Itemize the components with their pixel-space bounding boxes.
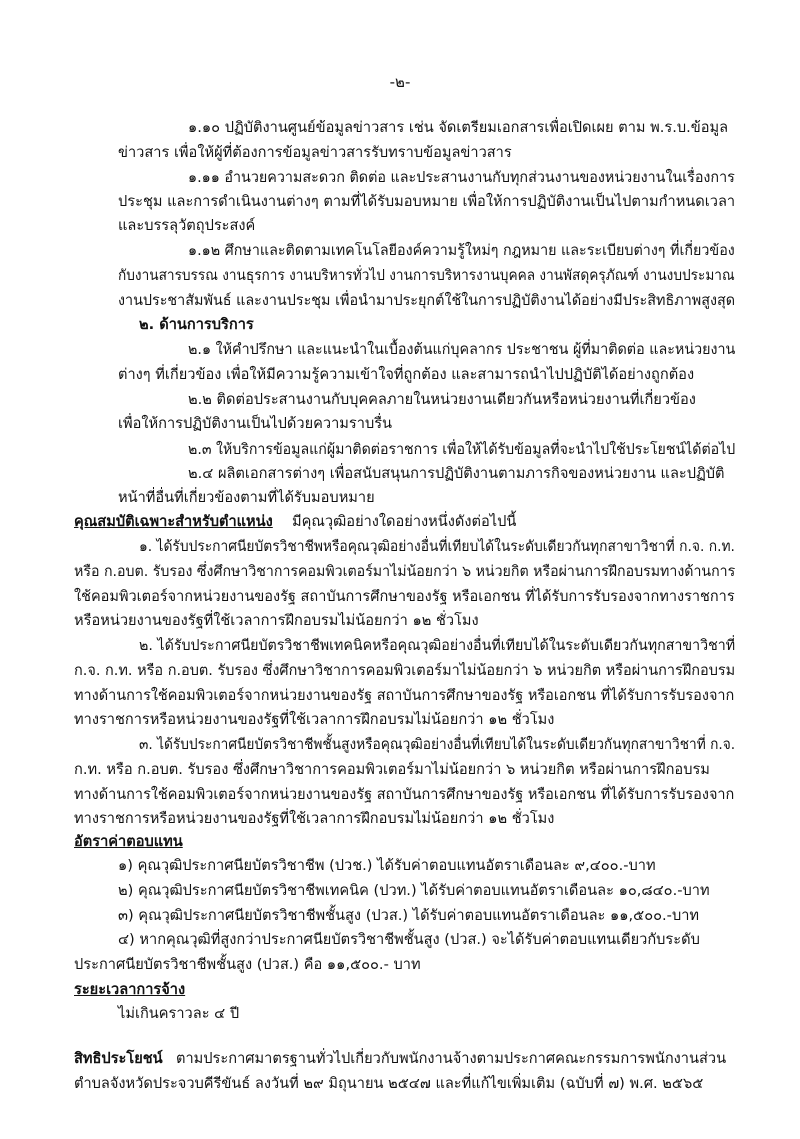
text-line: ทางด้านการใช้คอมพิวเตอร์จากหน่วยงานของรัฐ สถาบันการศึกษาของรัฐ หรือเอกชน ที่ได้รับการรับรองจาก (74, 687, 735, 704)
employment-period-heading: ระยะเวลาการจ้าง (74, 981, 186, 998)
text-line: ประชุม และการดำเนินงานต่างๆ ตามที่ได้รับมอบหมาย เพื่อให้การปฏิบัติงานเป็นไปตามกำหนดเวลา (118, 193, 736, 210)
text-line: ทางราชการหรือหน่วยงานของรัฐที่ใช้เวลาการฝึกอบรมไม่น้อยกว่า ๑๒ ชั่วโมง (74, 711, 555, 728)
text-line: ประกาศนียบัตรวิชาชีพชั้นสูง (ปวส.) คือ ๑๑,๕๐๐.- บาท (74, 956, 421, 973)
section-heading: ๒. ด้านการบริการ (139, 316, 254, 333)
text-line: ทางด้านการใช้คอมพิวเตอร์จากหน่วยงานของรัฐ สถาบันการศึกษาของรัฐ หรือเอกชน ที่ได้รับการรับรองจาก (74, 786, 735, 803)
text-line: ๒.๒ ติดต่อประสานงานกับบุคคลภายในหน่วยงานเดียวกันหรือหน่วยงานที่เกี่ยวข้อง (188, 391, 696, 408)
text-line: ๑. ได้รับประกาศนียบัตรวิชาชีพหรือคุณวุฒิอย่างอื่นที่เทียบได้ในระดับเดียวกันทุกสาขาวิชาที่ ก.จ. ก.ท. (139, 538, 735, 555)
text-line: หน้าที่อื่นที่เกี่ยวข้องตามที่ได้รับมอบหมาย (118, 489, 375, 506)
qualifications-heading: คุณสมบัติเฉพาะสำหรับตำแหน่ง (74, 513, 273, 530)
text-line: ก.ท. หรือ ก.อบต. รับรอง ซึ่งศึกษาวิชาการคอมพิวเตอร์มาไม่น้อยกว่า ๖ หน่วยกิต หรือผ่านการฝึกอบรม (74, 761, 710, 778)
text-line: งานประชาสัมพันธ์ และงานประชุม เพื่อนำมาประยุกต์ใช้ในการปฏิบัติงานได้อย่างมีประสิทธิภาพสูงสุด (118, 292, 736, 309)
text-line: มีคุณวุฒิอย่างใดอย่างหนึ่งดังต่อไปนี้ (292, 513, 517, 530)
text-line: ๒.๔ ผลิตเอกสารต่างๆ เพื่อสนับสนุนการปฏิบัติงานตามภารกิจของหน่วยงาน และปฏิบัติ (188, 465, 725, 482)
text-line: ๔) หากคุณวุฒิที่สูงกว่าประกาศนียบัตรวิชาชีพชั้นสูง (ปวส.) จะได้รับค่าตอบแทนเดียวกับระดับ (118, 931, 700, 948)
page-number: -๒- (389, 73, 411, 91)
text-line: ทางราชการหรือหน่วยงานของรัฐที่ใช้เวลาการฝึกอบรมไม่น้อยกว่า ๑๒ ชั่วโมง (74, 810, 555, 827)
text-line: ๒.๓ ให้บริการข้อมูลแก่ผู้มาติดต่อราชการ เพื่อให้ได้รับข้อมูลที่จะนำไปใช้ประโยชน์ได้ต่อไป (188, 441, 736, 458)
text-line: ตำบลจังหวัดประจวบคีรีขันธ์ ลงวันที่ ๒๙ มิถุนายน ๒๕๔๗ และที่แก้ไขเพิ่มเติม (ฉบับที่ ๗) พ.ศ. ๒๕๖๕ (74, 1075, 704, 1092)
text-line: ๒) คุณวุฒิประกาศนียบัตรวิชาชีพเทคนิค (ปวท.) ได้รับค่าตอบแทนอัตราเดือนละ ๑๐,๘๔๐.-บาท (118, 882, 710, 899)
text-line: ๓) คุณวุฒิประกาศนียบัตรวิชาชีพชั้นสูง (ปวส.) ได้รับค่าตอบแทนอัตราเดือนละ ๑๑,๕๐๐.-บาท (118, 907, 700, 924)
text-line: ใช้คอมพิวเตอร์จากหน่วยงานของรัฐ สถาบันการศึกษาของรัฐ หรือเอกชน ที่ได้รับการรับรองจากทางราชการ (74, 588, 735, 605)
text-line: เพื่อให้การปฏิบัติงานเป็นไปด้วยความราบรื่น (118, 415, 393, 432)
text-line: ๑.๑๑ อำนวยความสะดวก ติดต่อ และประสานงานกับทุกส่วนงานของหน่วยงานในเรื่องการ (188, 169, 735, 186)
text-line: หรือหน่วยงานของรัฐที่ใช้เวลาการฝึกอบรมไม่น้อยกว่า ๑๒ ชั่วโมง (74, 612, 479, 629)
text-line: ๓. ได้รับประกาศนียบัตรวิชาชีพชั้นสูงหรือคุณวุฒิอย่างอื่นที่เทียบได้ในระดับเดียวกันทุกสาขาวิชาที่ ก.จ. (139, 736, 736, 753)
compensation-heading: อัตราค่าตอบแทน (74, 833, 183, 850)
text-line: หรือ ก.อบต. รับรอง ซึ่งศึกษาวิชาการคอมพิวเตอร์มาไม่น้อยกว่า ๖ หน่วยกิต หรือผ่านการฝึกอบรมทางด้านการ (74, 563, 736, 580)
text-line: ก.จ. ก.ท. หรือ ก.อบต. รับรอง ซึ่งศึกษาวิชาการคอมพิวเตอร์มาไม่น้อยกว่า ๖ หน่วยกิต หรือผ่านการฝึกอบรม (74, 662, 736, 679)
text-line: ๒.๑ ให้คำปรึกษา และแนะนำในเบื้องต้นแก่บุคลากร ประชาชน ผู้ที่มาติดต่อ และหน่วยงาน (188, 341, 736, 358)
text-line: ตามประกาศมาตรฐานทั่วไปเกี่ยวกับพนักงานจ้างตามประกาศคณะกรรมการพนักงานส่วน (176, 1050, 727, 1067)
text-line: ๑.๑๒ ศึกษาและติดตามเทคโนโลยีองค์ความรู้ใหม่ๆ กฎหมาย และระเบียบต่างๆ ที่เกี่ยวข้อง (188, 242, 735, 259)
text-line: ๒. ได้รับประกาศนียบัตรวิชาชีพเทคนิคหรือคุณวุฒิอย่างอื่นที่เทียบได้ในระดับเดียวกันทุกสาขาวิชาที่ (139, 637, 736, 654)
text-line: ๑) คุณวุฒิประกาศนียบัตรวิชาชีพ (ปวช.) ได้รับค่าตอบแทนอัตราเดือนละ ๙,๔๐๐.-บาท (118, 857, 656, 874)
benefits-heading: สิทธิประโยชน์ (74, 1050, 163, 1067)
text-line: ต่างๆ ที่เกี่ยวข้อง เพื่อให้มีความรู้ความเข้าใจที่ถูกต้อง และสามารถนำไปปฏิบัติได้อย่างถูกต้อง (118, 366, 695, 383)
text-line: กับงานสารบรรณ งานธุรการ งานบริหารทั่วไป งานการบริหารงานบุคคล งานพัสดุครุภัณฑ์ งานงบประมาณ (118, 267, 735, 284)
text-line: ๑.๑๐ ปฏิบัติงานศูนย์ข้อมูลข่าวสาร เช่น จัดเตรียมเอกสารเพื่อเปิดเผย ตาม พ.ร.บ.ข้อมูล (188, 119, 729, 136)
text-line: และบรรลุวัตถุประสงค์ (118, 217, 256, 234)
text-line: ไม่เกินคราวละ ๔ ปี (118, 1005, 240, 1022)
text-line: ข่าวสาร เพื่อให้ผู้ที่ต้องการข้อมูลข่าวสารรับทราบข้อมูลข่าวสาร (118, 144, 512, 161)
